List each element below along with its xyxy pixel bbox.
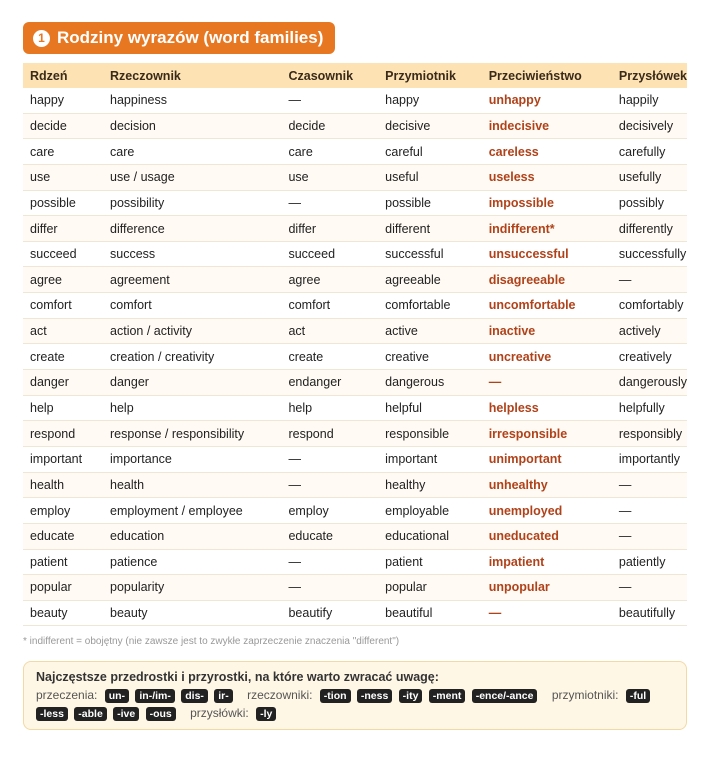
table-cell: creatively <box>612 344 687 370</box>
table-cell: use <box>281 164 378 190</box>
table-cell: popular <box>23 575 103 601</box>
table-cell: beautifully <box>612 600 687 626</box>
table-cell: act <box>281 318 378 344</box>
table-cell: creation / creativity <box>103 344 281 370</box>
opposite-cell: unhealthy <box>482 472 612 498</box>
table-cell: — <box>281 88 378 113</box>
table-cell: employ <box>281 498 378 524</box>
table-cell: difference <box>103 216 281 242</box>
column-header: Rdzeń <box>23 63 103 88</box>
opposite-cell: unemployed <box>482 498 612 524</box>
table-row <box>23 318 687 344</box>
tips-heading: Najczęstsze przedrostki i przyrostki, na które warto zwracać uwagę: <box>36 670 439 684</box>
table-cell: differ <box>23 216 103 242</box>
table-row <box>23 421 687 447</box>
opposite-cell: useless <box>482 164 612 190</box>
table-cell: education <box>103 523 281 549</box>
table-cell: decisive <box>378 113 482 139</box>
table-cell: care <box>23 139 103 165</box>
table-cell: help <box>281 395 378 421</box>
table-cell: responsibly <box>612 421 687 447</box>
opposite-cell: indecisive <box>482 113 612 139</box>
section-title-badge <box>23 22 335 54</box>
table-cell: patiently <box>612 549 687 575</box>
table-cell: health <box>23 472 103 498</box>
table-cell: success <box>103 241 281 267</box>
affix-chip: ir- <box>214 689 233 703</box>
table-cell: help <box>23 395 103 421</box>
table-cell: create <box>281 344 378 370</box>
table-cell: — <box>612 575 687 601</box>
affix-chip: -ly <box>256 707 276 721</box>
affix-chip: -ment <box>429 689 466 703</box>
word-families-table <box>23 63 687 626</box>
table-cell: decide <box>281 113 378 139</box>
table-row <box>23 395 687 421</box>
table-cell: employment / employee <box>103 498 281 524</box>
table-row <box>23 600 687 626</box>
table-cell: employ <box>23 498 103 524</box>
opposite-cell: uncomfortable <box>482 293 612 319</box>
table-cell: — <box>612 498 687 524</box>
opposite-cell: indifferent* <box>482 216 612 242</box>
table-cell: beautiful <box>378 600 482 626</box>
affix-chip: -ity <box>399 689 423 703</box>
table-cell: active <box>378 318 482 344</box>
affix-chip: in-/im- <box>135 689 175 703</box>
table-cell: beauty <box>103 600 281 626</box>
table-cell: create <box>23 344 103 370</box>
table-cell: — <box>281 446 378 472</box>
table-cell: patient <box>378 549 482 575</box>
table-body <box>23 88 687 626</box>
table-cell: respond <box>23 421 103 447</box>
table-cell: agree <box>23 267 103 293</box>
table-cell: happy <box>23 88 103 113</box>
table-cell: popular <box>378 575 482 601</box>
table-row <box>23 370 687 396</box>
table-cell: helpfully <box>612 395 687 421</box>
table-cell: possibility <box>103 190 281 216</box>
table-cell: agree <box>281 267 378 293</box>
table-cell: use / usage <box>103 164 281 190</box>
table-cell: patient <box>23 549 103 575</box>
table-row <box>23 446 687 472</box>
table-cell: — <box>612 267 687 293</box>
table-cell: possibly <box>612 190 687 216</box>
table-row <box>23 113 687 139</box>
table-row <box>23 190 687 216</box>
opposite-cell: helpless <box>482 395 612 421</box>
opposite-cell: — <box>482 370 612 396</box>
table-cell: decision <box>103 113 281 139</box>
table-cell: agreeable <box>378 267 482 293</box>
opposite-cell: unpopular <box>482 575 612 601</box>
table-row <box>23 88 687 113</box>
affix-chip: un- <box>105 689 129 703</box>
opposite-cell: unimportant <box>482 446 612 472</box>
table-cell: — <box>612 472 687 498</box>
table-cell: act <box>23 318 103 344</box>
affix-chip: -able <box>74 707 107 721</box>
table-cell: agreement <box>103 267 281 293</box>
opposite-cell: disagreeable <box>482 267 612 293</box>
opposite-cell: impossible <box>482 190 612 216</box>
table-row <box>23 241 687 267</box>
table-cell: use <box>23 164 103 190</box>
opposite-cell: unsuccessful <box>482 241 612 267</box>
tip-category-label: przysłówki: <box>190 706 249 720</box>
table-row <box>23 293 687 319</box>
affix-chip: -ence/-ance <box>472 689 538 703</box>
table-cell: danger <box>23 370 103 396</box>
table-cell: happiness <box>103 88 281 113</box>
table-cell: importance <box>103 446 281 472</box>
table-cell: usefully <box>612 164 687 190</box>
table-cell: action / activity <box>103 318 281 344</box>
table-cell: decisively <box>612 113 687 139</box>
table-cell: comfort <box>103 293 281 319</box>
opposite-cell: irresponsible <box>482 421 612 447</box>
table-cell: responsible <box>378 421 482 447</box>
table-row <box>23 472 687 498</box>
affix-chip: -ive <box>113 707 139 721</box>
affix-chip: -tion <box>320 689 351 703</box>
affix-chip: -ful <box>626 689 650 703</box>
table-cell: actively <box>612 318 687 344</box>
affix-chip: -ous <box>146 707 176 721</box>
table-cell: danger <box>103 370 281 396</box>
table-cell: help <box>103 395 281 421</box>
table-cell: useful <box>378 164 482 190</box>
table-row <box>23 523 687 549</box>
table-row <box>23 164 687 190</box>
table-cell: healthy <box>378 472 482 498</box>
table-cell: care <box>103 139 281 165</box>
table-cell: response / responsibility <box>103 421 281 447</box>
table-cell: dangerously <box>612 370 687 396</box>
table-cell: importantly <box>612 446 687 472</box>
section-title: Rodziny wyrazów (word families) <box>57 28 324 47</box>
table-cell: — <box>281 472 378 498</box>
table-cell: creative <box>378 344 482 370</box>
table-row <box>23 498 687 524</box>
table-cell: care <box>281 139 378 165</box>
column-header: Przysłówek <box>612 63 687 88</box>
column-header: Czasownik <box>281 63 378 88</box>
column-header: Przymiotnik <box>378 63 482 88</box>
table-cell: careful <box>378 139 482 165</box>
section-number: 1 <box>33 30 50 47</box>
table-cell: comfortably <box>612 293 687 319</box>
table-cell: — <box>281 575 378 601</box>
table-cell: differently <box>612 216 687 242</box>
table-cell: carefully <box>612 139 687 165</box>
table-cell: comfortable <box>378 293 482 319</box>
tips-line <box>36 686 674 722</box>
opposite-cell: inactive <box>482 318 612 344</box>
opposite-cell: careless <box>482 139 612 165</box>
table-cell: different <box>378 216 482 242</box>
tips-box <box>23 661 687 730</box>
table-cell: important <box>23 446 103 472</box>
table-cell: succeed <box>281 241 378 267</box>
table-row <box>23 216 687 242</box>
table-cell: comfort <box>23 293 103 319</box>
table-cell: helpful <box>378 395 482 421</box>
table-cell: educate <box>23 523 103 549</box>
column-header: Przeciwieństwo <box>482 63 612 88</box>
table-cell: decide <box>23 113 103 139</box>
table-cell: successfully <box>612 241 687 267</box>
tip-category-label: rzeczowniki: <box>247 688 313 702</box>
table-cell: possible <box>378 190 482 216</box>
table-cell: differ <box>281 216 378 242</box>
opposite-cell: impatient <box>482 549 612 575</box>
column-header: Rzeczownik <box>103 63 281 88</box>
opposite-cell: uncreative <box>482 344 612 370</box>
footnote: * indifferent = obojętny (nie zawsze jest to zwykłe zaprzeczenie znaczenia "different") <box>23 636 400 647</box>
table-row <box>23 549 687 575</box>
affix-chip: -less <box>36 707 68 721</box>
tip-category-label: przymiotniki: <box>551 688 619 702</box>
table-cell: beauty <box>23 600 103 626</box>
affix-chip: dis- <box>181 689 208 703</box>
table-cell: happy <box>378 88 482 113</box>
table-cell: educate <box>281 523 378 549</box>
tip-category-label: przeczenia: <box>36 688 98 702</box>
table-cell: health <box>103 472 281 498</box>
opposite-cell: uneducated <box>482 523 612 549</box>
table-cell: beautify <box>281 600 378 626</box>
table-cell: patience <box>103 549 281 575</box>
table-row <box>23 344 687 370</box>
table-cell: dangerous <box>378 370 482 396</box>
table-cell: important <box>378 446 482 472</box>
table-row <box>23 575 687 601</box>
table-header-row <box>23 63 687 88</box>
table-cell: — <box>281 190 378 216</box>
table-row <box>23 139 687 165</box>
table-cell: educational <box>378 523 482 549</box>
table-cell: comfort <box>281 293 378 319</box>
table-cell: — <box>281 549 378 575</box>
opposite-cell: — <box>482 600 612 626</box>
table-cell: possible <box>23 190 103 216</box>
table-cell: popularity <box>103 575 281 601</box>
table-cell: — <box>612 523 687 549</box>
table-cell: succeed <box>23 241 103 267</box>
table-cell: endanger <box>281 370 378 396</box>
table-row <box>23 267 687 293</box>
affix-chip: -ness <box>357 689 392 703</box>
table-cell: employable <box>378 498 482 524</box>
table-cell: successful <box>378 241 482 267</box>
opposite-cell: unhappy <box>482 88 612 113</box>
table-cell: happily <box>612 88 687 113</box>
table-cell: respond <box>281 421 378 447</box>
